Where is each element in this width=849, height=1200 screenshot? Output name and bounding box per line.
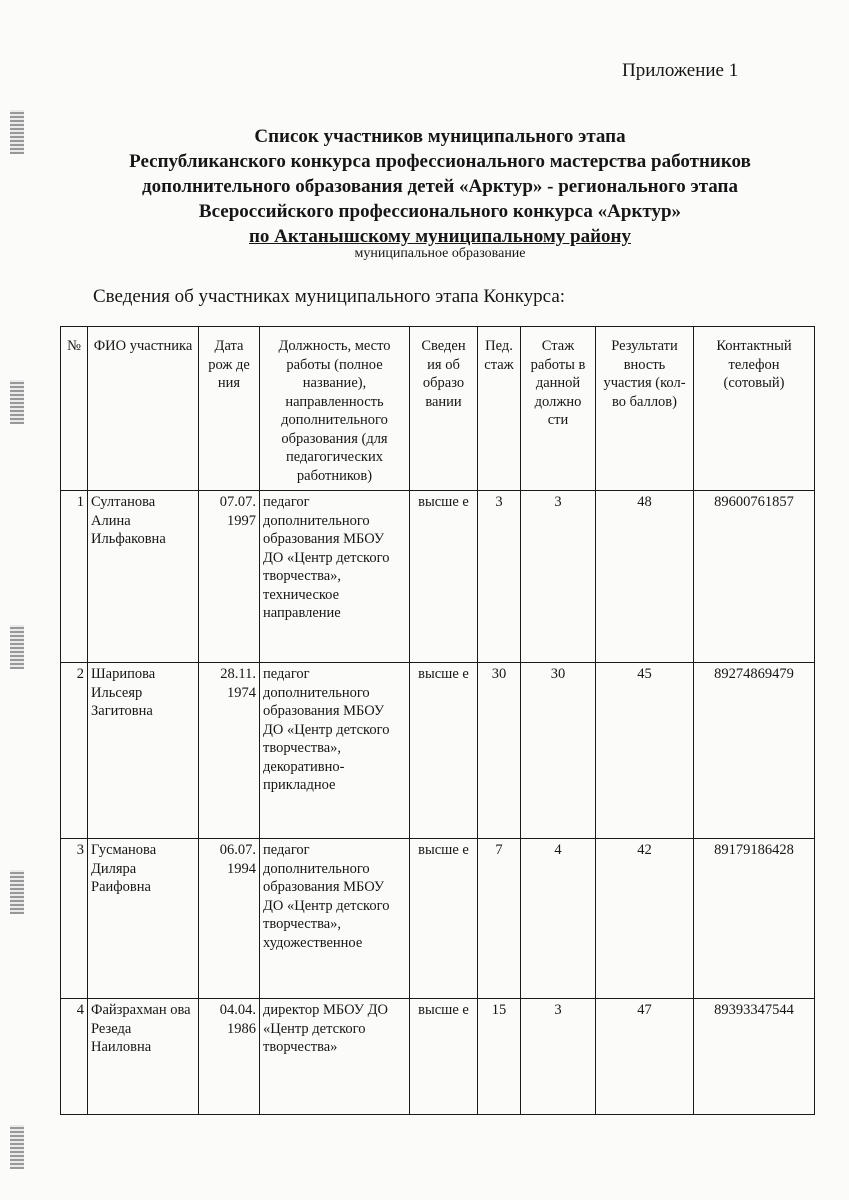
cell-phone: 89179186428 <box>694 839 815 999</box>
cell-education: высше е <box>410 491 478 663</box>
cell-pos-exp: 3 <box>521 491 596 663</box>
cell-ped-exp: 7 <box>478 839 521 999</box>
cell-ped-exp: 3 <box>478 491 521 663</box>
cell-num: 2 <box>61 663 88 839</box>
cell-name: Гусманова Диляра Раифовна <box>88 839 199 999</box>
scan-artifact <box>10 110 24 154</box>
cell-ped-exp: 15 <box>478 999 521 1115</box>
title-line: Всероссийского профессионального конкурса «Арктур» <box>198 201 682 222</box>
cell-phone: 89393347544 <box>694 999 815 1115</box>
title-line: Республиканского конкурса профессионального мастерства работников <box>129 151 751 172</box>
cell-birth: 07.07. 1997 <box>199 491 260 663</box>
title-line: Список участников муниципального этапа <box>254 126 626 147</box>
appendix-label: Приложение 1 <box>622 60 739 81</box>
table-row <box>61 663 815 839</box>
cell-education: высше е <box>410 663 478 839</box>
header-position: Должность, место работы (полное название), направленность дополнительного образования (для педагогических работников) <box>260 327 410 491</box>
cell-num: 4 <box>61 999 88 1115</box>
cell-position: педагог дополнительного образования МБОУ ДО «Центр детского творчества», декоративно-прикладное <box>260 663 410 839</box>
cell-position: педагог дополнительного образования МБОУ ДО «Центр детского творчества», художественное <box>260 839 410 999</box>
title-line: дополнительного образования детей «Арктур» - регионального этапа <box>142 176 738 197</box>
cell-education: высше е <box>410 839 478 999</box>
cell-position: педагог дополнительного образования МБОУ ДО «Центр детского творчества», техническое направление <box>260 491 410 663</box>
scan-artifact <box>10 1125 24 1169</box>
cell-birth: 28.11. 1974 <box>199 663 260 839</box>
cell-result: 45 <box>596 663 694 839</box>
cell-result: 48 <box>596 491 694 663</box>
scan-artifact <box>10 380 24 424</box>
header-pos-exp: Стаж работы в данной должно сти <box>521 327 596 491</box>
subnote: муниципальное образование <box>354 246 526 261</box>
title-line-district: по Актанышскому муниципальному району <box>248 226 631 247</box>
cell-birth: 04.04. 1986 <box>199 999 260 1115</box>
cell-phone: 89274869479 <box>694 663 815 839</box>
cell-ped-exp: 30 <box>478 663 521 839</box>
cell-position: директор МБОУ ДО «Центр детского творчества» <box>260 999 410 1115</box>
cell-num: 3 <box>61 839 88 999</box>
scan-artifact <box>10 625 24 669</box>
header-result: Результати вность участия (кол-во баллов) <box>596 327 694 491</box>
participants-table <box>60 326 815 1115</box>
cell-name: Файзрахман ова Резеда Наиловна <box>88 999 199 1115</box>
header-num: № <box>61 327 88 491</box>
table-row <box>61 491 815 663</box>
cell-result: 42 <box>596 839 694 999</box>
cell-birth: 06.07. 1994 <box>199 839 260 999</box>
table-header-row <box>61 327 815 491</box>
cell-pos-exp: 4 <box>521 839 596 999</box>
cell-num: 1 <box>61 491 88 663</box>
cell-pos-exp: 3 <box>521 999 596 1115</box>
cell-name: Султанова Алина Ильфаковна <box>88 491 199 663</box>
table-row <box>61 839 815 999</box>
cell-result: 47 <box>596 999 694 1115</box>
header-ped-exp: Пед. стаж <box>478 327 521 491</box>
table-row <box>61 999 815 1115</box>
scan-artifact <box>10 870 24 914</box>
cell-education: высше е <box>410 999 478 1115</box>
header-birth: Дата рож де ния <box>199 327 260 491</box>
cell-phone: 89600761857 <box>694 491 815 663</box>
header-education: Сведен ия об образо вании <box>410 327 478 491</box>
intro-text: Сведения об участниках муниципального этапа Конкурса: <box>93 286 566 307</box>
document-title <box>60 124 820 249</box>
header-phone: Контактный телефон (сотовый) <box>694 327 815 491</box>
header-name: ФИО участника <box>88 327 199 491</box>
cell-pos-exp: 30 <box>521 663 596 839</box>
cell-name: Шарипова Ильсеяр Загитовна <box>88 663 199 839</box>
